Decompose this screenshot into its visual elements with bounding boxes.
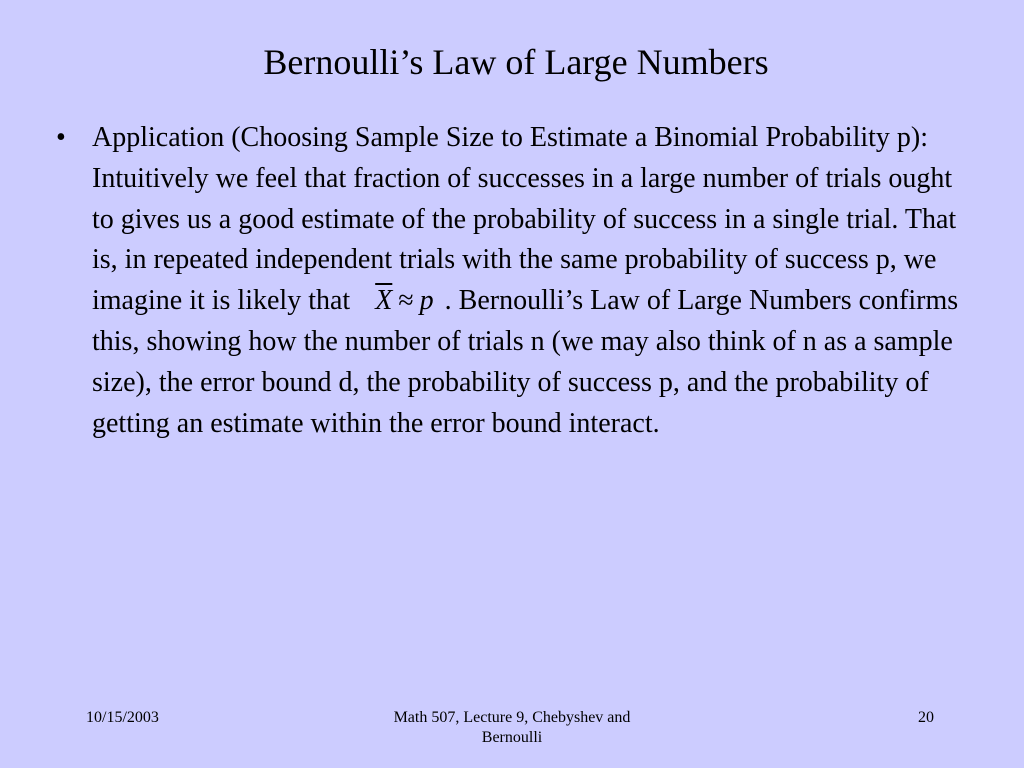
- footer-page-number: 20: [918, 709, 934, 726]
- slide-title: Bernoulli’s Law of Large Numbers: [263, 42, 769, 82]
- formula-x-bar-approx-p: [357, 281, 437, 322]
- bullet-text-after: . Bernoulli’s Law of Large Numbers confirms this, showing how the number of trials n (we may also think of n as a sample size), the error bound d, the probability of success p, and the probability of getting an estimate within the error bound interact.: [92, 285, 959, 439]
- formula-x-bar: $\overline{X}$: [375, 285, 393, 317]
- footer-date: 10/15/2003: [86, 709, 159, 726]
- slide-content: [56, 118, 976, 444]
- footer-course-title-line1: Math 507, Lecture 9, Chebyshev and: [393, 709, 631, 726]
- footer-course-title: [361, 708, 663, 748]
- bullet-item: [56, 118, 976, 444]
- footer-course-title-line2: Bernoulli: [481, 729, 543, 746]
- formula-p: p: [419, 285, 434, 317]
- bullet-text-before: Application (Choosing Sample Size to Estimate a Binomial Probability p): Intuitively we feel that fraction of successes in a large number of trials ought to gives us a good estimate of the probability of success in a single trial. That is, in repeated independent trials with the same probability of success p, we imagine it is likely that: [92, 122, 957, 317]
- formula-approx-symbol: ≈: [398, 285, 414, 317]
- bullet-marker: •: [56, 122, 66, 153]
